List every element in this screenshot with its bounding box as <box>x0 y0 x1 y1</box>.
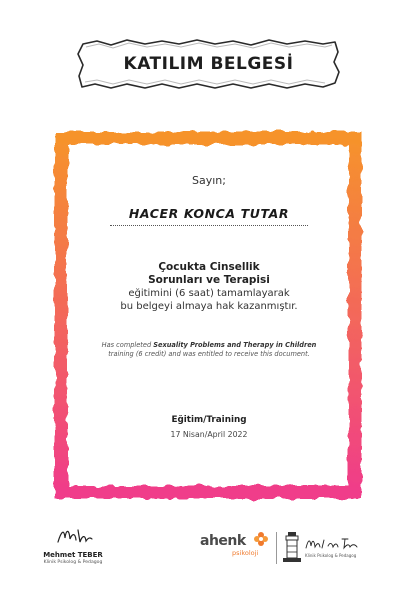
completion-line2: bu belgeyi almaya hak kazanmıştır. <box>120 301 298 312</box>
flower-icon <box>253 531 269 547</box>
signature-mark-left <box>28 520 118 550</box>
english-course-name: Sexuality Problems and Therapy in Children <box>153 341 317 349</box>
tower-stamp-icon <box>280 528 304 566</box>
course-title-line1: Çocukta Cinsellik <box>158 261 260 273</box>
title-banner <box>77 38 340 90</box>
english-statement <box>98 341 320 359</box>
logo-brand: ahenk <box>200 533 246 549</box>
english-part2: training (6 credit) and was entitled to receive this document. <box>108 350 310 358</box>
right-signature-block <box>280 528 360 568</box>
recipient-name: HACER KONCA TUTAR <box>110 206 308 226</box>
signature-mark-right <box>304 534 360 552</box>
completion-line1: eğitimini (6 saat) tamamlayarak <box>128 288 290 299</box>
greeting: Sayın; <box>192 174 226 187</box>
course-title <box>80 261 338 287</box>
right-signatory-role: Klinik Psikolog & Pedagog <box>305 553 357 558</box>
left-signatory-name: Mehmet TEBER <box>43 551 103 559</box>
footer-divider <box>276 532 277 564</box>
logo-sub: psikoloji <box>232 549 259 557</box>
certificate-title: KATILIM BELGESİ <box>123 54 294 74</box>
training-date: 17 Nisan/April 2022 <box>170 430 248 439</box>
left-signature-block <box>28 520 118 570</box>
completion-text <box>80 287 338 313</box>
english-part1: Has completed <box>101 341 154 349</box>
ahenk-logo <box>200 533 272 563</box>
training-label: Eğitim/Training <box>171 415 247 425</box>
left-signatory-role: Klinik Psikolog & Pedagog <box>43 560 103 565</box>
course-title-line2: Sorunları ve Terapisi <box>148 274 270 286</box>
